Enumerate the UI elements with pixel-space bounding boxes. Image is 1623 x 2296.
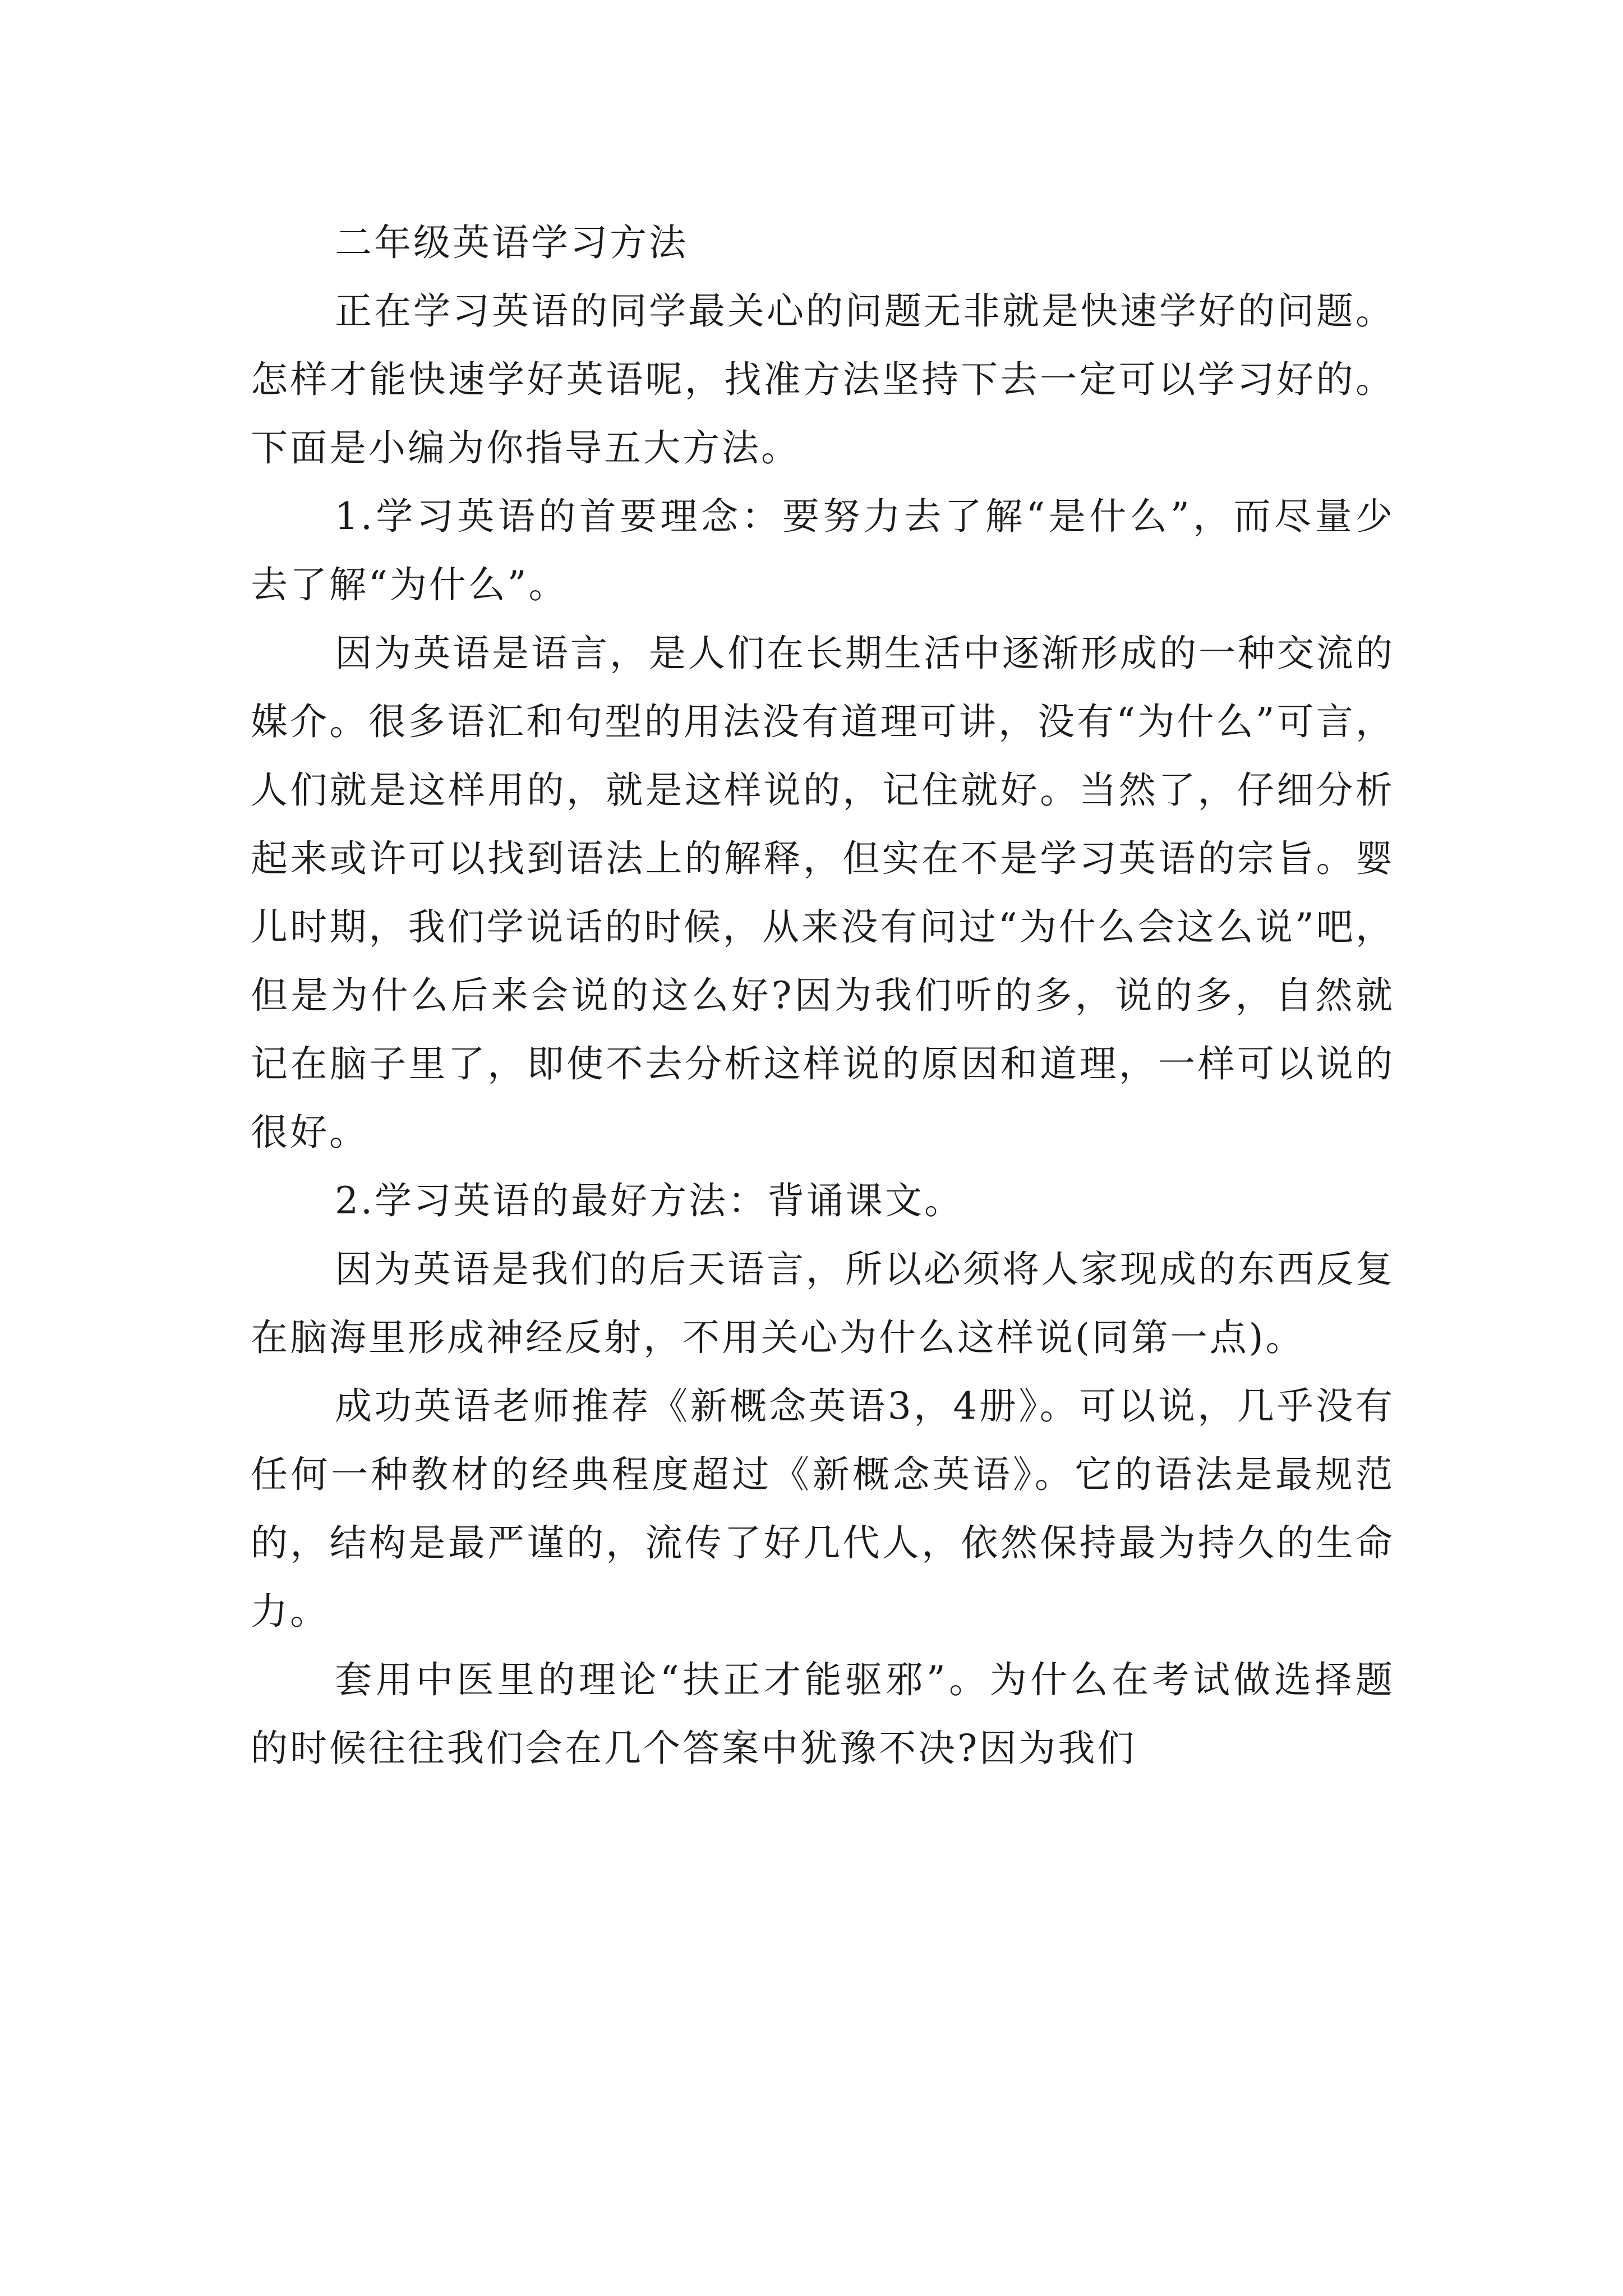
document-title: 二年级英语学习方法 xyxy=(335,221,688,264)
paragraph-intro: 正在学习英语的同学最关心的问题无非就是快速学好的问题。怎样才能快速学好英语呢，找准方法坚持下去一定可以学习好的。下面是小编为你指导五大方法。 xyxy=(251,289,1395,470)
document-body xyxy=(251,209,1395,1783)
paragraph-point-2: 2.学习英语的最好方法：背诵课文。 xyxy=(335,1179,963,1222)
paragraph-theory: 套用中医里的理论“扶正才能驱邪”。为什么在考试做选择题的时候往往我们会在几个答案中犹豫不决?因为我们 xyxy=(251,1658,1395,1770)
paragraph-point-1-detail: 因为英语是语言，是人们在长期生活中逐渐形成的一种交流的媒介。很多语汇和句型的用法没有道理可讲，没有“为什么”可言，人们就是这样用的，就是这样说的，记住就好。当然了，仔细分析起来或许可以找到语法上的解释，但实在不是学习英语的宗旨。婴儿时期，我们学说话的时候，从来没有问过“为什么会这么说”吧，但是为什么后来会说的这么好?因为我们听的多，说的多，自然就记在脑子里了，即使不去分析这样说的原因和道理，一样可以说的很好。 xyxy=(251,632,1395,1154)
paragraph-textbook-recommendation: 成功英语老师推荐《新概念英语3，4册》。可以说，几乎没有任何一种教材的经典程度超过《新概念英语》。它的语法是最规范的，结构是最严谨的，流传了好几代人，依然保持最为持久的生命力。 xyxy=(251,1384,1395,1633)
paragraph-point-1: 1.学习英语的首要理念：要努力去了解“是什么”，而尽量少去了解“为什么”。 xyxy=(251,495,1395,606)
paragraph-point-2-detail: 因为英语是我们的后天语言，所以必须将人家现成的东西反复在脑海里形成神经反射，不用关心为什么这样说(同第一点)。 xyxy=(251,1248,1395,1359)
